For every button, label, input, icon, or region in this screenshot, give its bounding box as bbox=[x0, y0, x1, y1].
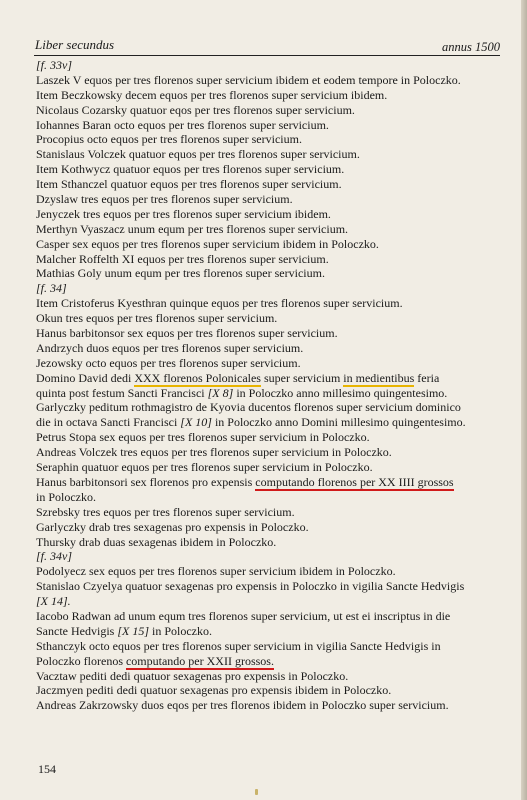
text-line: Andreas Zakrzowsky duos eqos per tres florenos ibidem in Poloczko super servicium. bbox=[36, 698, 449, 713]
text-line: Hanus barbitonsor sex equos per tres florenos super servicium. bbox=[36, 326, 338, 341]
text-line: Garlyczky drab tres sexagenas pro expensis in Poloczko. bbox=[36, 519, 309, 534]
running-header bbox=[34, 37, 500, 56]
text-line: Thursky drab duas sexagenas ibidem in Poloczko. bbox=[36, 534, 277, 549]
text-line: Petrus Stopa sex equos per tres florenos super servicium in Poloczko. bbox=[36, 430, 370, 445]
text-segment: Domino David dedi bbox=[36, 370, 135, 385]
text-line: Jaczmyen pediti dedi quatuor sexagenas pro expensis ibidem in Poloczko. bbox=[36, 683, 392, 698]
text-line: Vacztaw pediti dedi quatuor sexagenas pro expensis in Poloczko. bbox=[36, 668, 349, 683]
text-line: Casper sex equos per tres florenos super servicium ibidem in Poloczko. bbox=[36, 236, 379, 251]
text-line: Okun tres equos per tres florenos super servicium. bbox=[36, 311, 278, 326]
text-segment: Poloczko florenos bbox=[36, 653, 126, 668]
text-line: Laszek V equos per tres florenos super servicium ibidem et eodem tempore in Poloczko. bbox=[36, 72, 461, 87]
header-year: annus 1500 bbox=[442, 40, 500, 54]
text-line: Item Kothwycz quatuor equos per tres florenos super servicium. bbox=[36, 162, 345, 177]
text-line: Andreas Volczek tres equos per tres florenos super servicium in Poloczko. bbox=[36, 445, 392, 460]
paper-mark bbox=[255, 789, 258, 795]
text-line: Malcher Roffelth XI equos per tres florenos super servicium. bbox=[36, 251, 329, 266]
text-line: [X 14]. bbox=[36, 594, 71, 609]
yellow-underlined-phrase: XXX florenos Polonicales bbox=[134, 370, 261, 385]
text-line: [f. 34v] bbox=[36, 549, 72, 564]
text-line: Item Cristoferus Kyesthran quinque equos per tres florenos super servicium. bbox=[36, 296, 403, 311]
text-segment: feria bbox=[414, 370, 440, 385]
text-line bbox=[36, 475, 502, 490]
text-line: Jenyczek tres equos per tres florenos super servicium ibidem. bbox=[36, 206, 331, 221]
text-segment: in Poloczko anno millesimo quingentesimo. bbox=[233, 385, 448, 400]
text-line: Jezowsky octo equos per tres florenos super servicium. bbox=[36, 355, 301, 370]
text-line bbox=[36, 654, 502, 669]
text-segment: Hanus barbitonsori sex florenos pro expensis bbox=[36, 474, 256, 489]
text-line: Stanislaus Volczek quatuor equos per tres florenos super servicium. bbox=[36, 147, 360, 162]
text-line: [f. 33v] bbox=[36, 58, 72, 72]
text-line: Item Beczkowsky decem equos per tres florenos super servicium ibidem. bbox=[36, 87, 388, 102]
date-reference: [X 15] bbox=[117, 623, 149, 638]
text-line: Dzyslaw tres equos per tres florenos super servicium. bbox=[36, 192, 293, 207]
page-body-text bbox=[36, 58, 502, 713]
text-line bbox=[36, 624, 502, 639]
text-line: Szrebsky tres equos per tres florenos super servicium. bbox=[36, 504, 295, 519]
text-segment: in Poloczko. bbox=[149, 623, 212, 638]
text-line: Iacobo Radwan ad unum equm tres florenos super servicium, ut est ei inscriptus in die bbox=[36, 608, 451, 623]
text-line: [f. 34] bbox=[36, 281, 67, 296]
text-segment: in Poloczko anno Domini millesimo quingentesimo. bbox=[211, 415, 466, 430]
text-line: Garlyczky peditum rothmagistro de Kyovia ducentos florenos super servicium dominico bbox=[36, 400, 461, 415]
text-segment: super servicium bbox=[260, 370, 344, 385]
text-segment: die in octava Sancti Francisci bbox=[36, 415, 181, 430]
page-number: 154 bbox=[38, 762, 56, 776]
text-line: Item Sthanczel quatuor equos per tres florenos super servicium. bbox=[36, 177, 342, 192]
text-line: Merthyn Vyaszacz unum equm per tres florenos super servicium. bbox=[36, 221, 349, 236]
text-segment: quinta post festum Sancti Francisci bbox=[36, 385, 208, 400]
text-line: Sthanczyk octo equos per tres florenos super servicium in vigilia Sancte Hedvigis in bbox=[36, 638, 441, 653]
text-segment: Sancte Hedvigis bbox=[36, 623, 118, 638]
red-underlined-phrase: computando per XXII grossos. bbox=[125, 653, 274, 668]
text-line: Iohannes Baran octo equos per tres florenos super servicium. bbox=[36, 117, 329, 132]
text-line bbox=[36, 386, 502, 401]
text-line: Mathias Goly unum equm per tres florenos super servicium. bbox=[36, 266, 325, 281]
text-line bbox=[36, 371, 502, 386]
text-line: Procopius octo equos per tres florenos super servicium. bbox=[36, 132, 302, 147]
header-book-title: Liber secundus bbox=[35, 37, 115, 52]
page-edge-shadow bbox=[521, 0, 527, 800]
text-line: Seraphin quatuor equos per tres florenos super servicium in Poloczko. bbox=[36, 460, 373, 475]
text-line: in Poloczko. bbox=[36, 489, 96, 504]
date-reference: [X 10] bbox=[180, 415, 212, 430]
text-line: Podolyecz sex equos per tres florenos super servicium ibidem in Poloczko. bbox=[36, 564, 396, 579]
text-line: Nicolaus Cozarsky quatuor eqos per tres florenos super servicium. bbox=[36, 102, 355, 117]
text-line bbox=[36, 415, 502, 430]
yellow-underlined-phrase: in medientibus bbox=[343, 370, 415, 385]
date-reference: [X 8] bbox=[207, 385, 234, 400]
red-underlined-phrase: computando florenos per XX IIII grossos bbox=[255, 474, 454, 489]
text-line: Andrzych duos equos per tres florenos super servicium. bbox=[36, 340, 304, 355]
text-line: Stanislao Czyelya quatuor sexagenas pro expensis in Poloczko in vigilia Sancte Hedvigis bbox=[36, 579, 465, 594]
